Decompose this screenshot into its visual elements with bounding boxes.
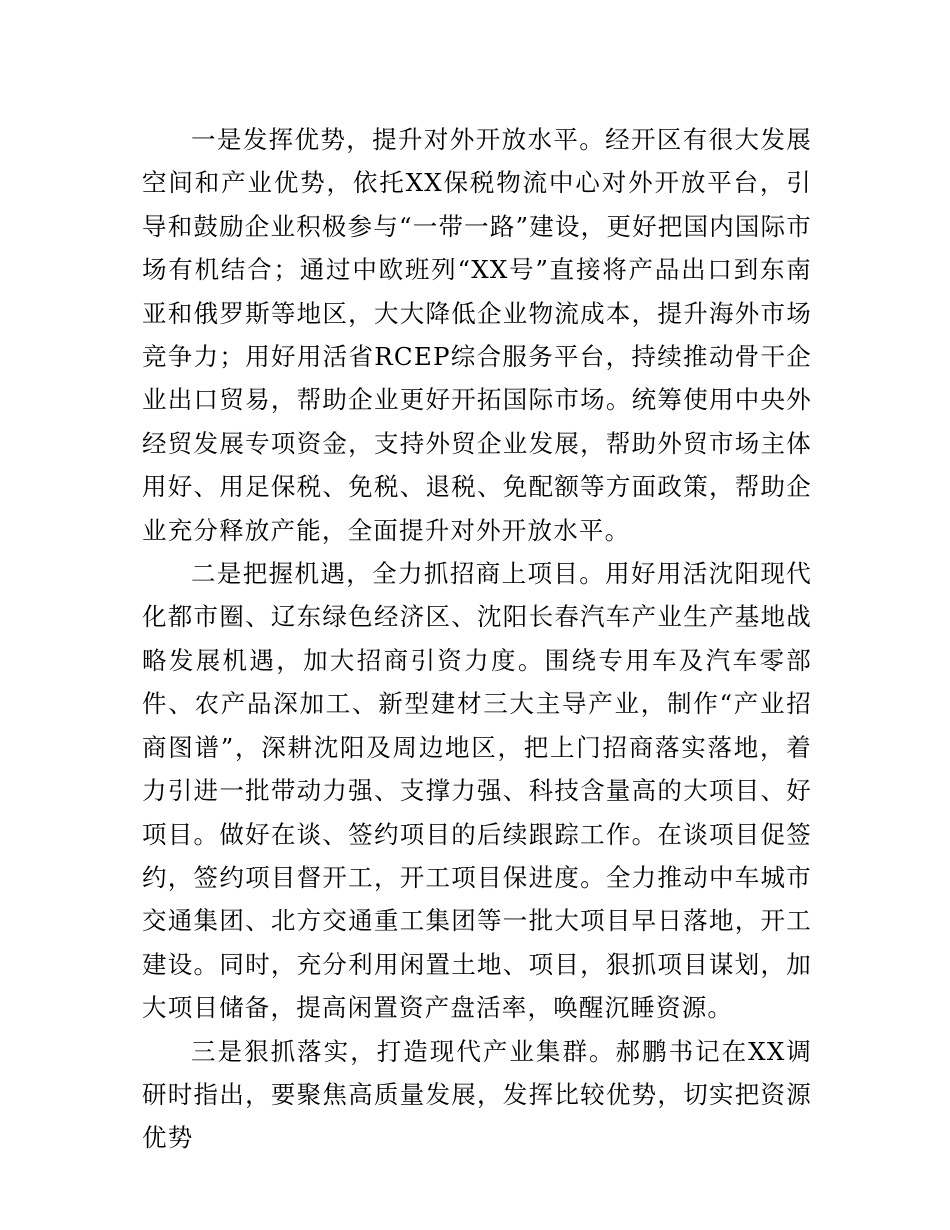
document-body [142,118,812,1160]
paragraph-opening-up: 一是发挥优势，提升对外开放水平。经开区有很大发展空间和产业优势，依托XX保税物流中心对外开放平台，引导和鼓励企业积极参与“一带一路”建设，更好把国内国际市场有机结合；通过中欧班列“XX号”直接将产品出口到东南亚和俄罗斯等地区，大大降低企业物流成本，提升海外市场竞争力；用好用活省RCEP综合服务平台，持续推动骨干企业出口贸易，帮助企业更好开拓国际市场。统筹使用中央外经贸发展专项资金，支持外贸企业发展，帮助外贸市场主体用好、用足保税、免税、退税、免配额等方面政策，帮助企业充分释放产能，全面提升对外开放水平。 [142,125,812,545]
paragraph-investment-projects: 二是把握机遇，全力抓招商上项目。用好用活沈阳现代化都市圈、辽东绿色经济区、沈阳长春汽车产业生产基地战略发展机遇，加大招商引资力度。围绕专用车及汽车零部件、农产品深加工、新型建材三大主导产业，制作“产业招商图谱”，深耕沈阳及周边地区，把上门招商落实落地，着力引进一批带动力强、支撑力强、科技含量高的大项目、好项目。做好在谈、签约项目的后续跟踪工作。在谈项目促签约，签约项目督开工，开工项目保进度。全力推动中车城市交通集团、北方交通重工集团等一批大项目早日落地，开工建设。同时，充分利用闲置土地、项目，狠抓项目谋划，加大项目储备，提高闲置资产盘活率，唤醒沉睡资源。 [142,559,812,1023]
paragraph-industry-cluster: 三是狠抓落实，打造现代产业集群。郝鹏书记在XX调研时指出，要聚焦高质量发展，发挥比较优势，切实把资源优势 [142,1036,812,1153]
